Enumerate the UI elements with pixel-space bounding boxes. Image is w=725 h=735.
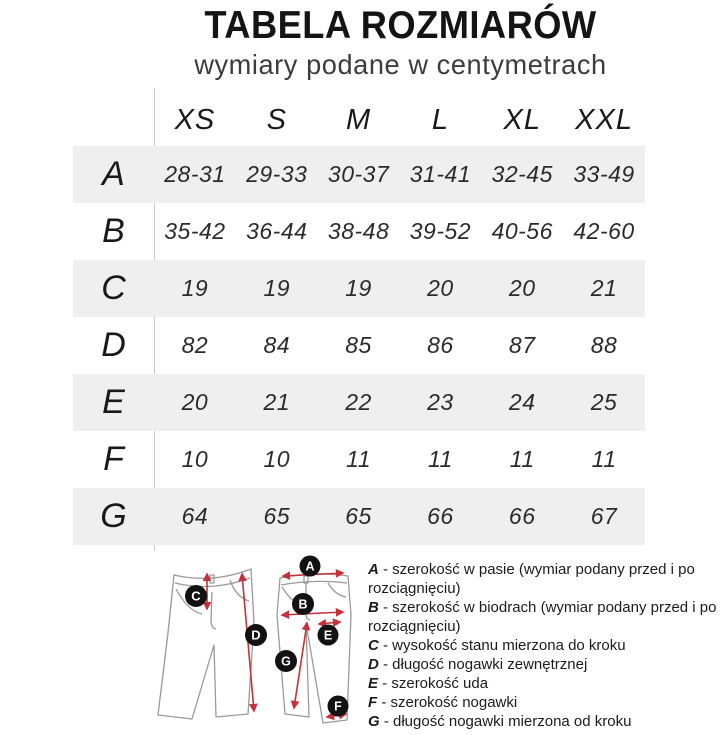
size-value: 36-44 xyxy=(246,218,308,244)
measure-arrows-left xyxy=(207,574,254,711)
page-subtitle: wymiary podane w centymetrach xyxy=(194,49,607,80)
row-label: A xyxy=(102,155,125,193)
legend-item: F - szerokość nogawki xyxy=(368,694,518,711)
legend-item: D - długość nogawki zewnętrznej xyxy=(368,656,588,673)
size-column-header: M xyxy=(345,104,372,136)
row-label: G xyxy=(100,497,127,535)
size-value: 10 xyxy=(263,446,291,472)
size-value: 82 xyxy=(181,332,209,358)
pants-measurement-diagram xyxy=(130,553,370,735)
size-value: 10 xyxy=(181,446,209,472)
page-title: TABELA ROZMIARÓW xyxy=(204,4,597,47)
legend-letter: B xyxy=(368,599,379,616)
row-label: F xyxy=(103,440,124,478)
size-value: 25 xyxy=(590,389,618,415)
measure-badges-right xyxy=(275,556,349,717)
badge-g-letter: G xyxy=(281,654,291,669)
measure-badges-left xyxy=(185,585,267,646)
badge-b-letter: B xyxy=(298,597,308,612)
badge-f-letter: F xyxy=(334,699,342,714)
legend-letter: C xyxy=(368,637,379,654)
size-value: 84 xyxy=(263,332,291,358)
size-column-header: XL xyxy=(503,104,541,136)
size-value: 65 xyxy=(263,503,291,529)
size-value: 19 xyxy=(181,275,209,301)
page-header xyxy=(38,4,725,81)
size-value: 22 xyxy=(345,389,372,415)
badge-e-letter: E xyxy=(323,628,333,643)
size-value: 65 xyxy=(345,503,372,529)
row-label: B xyxy=(102,212,125,250)
size-value: 11 xyxy=(509,446,535,472)
badge-c-letter: C xyxy=(191,588,201,604)
row-label: E xyxy=(102,383,125,421)
size-value: 64 xyxy=(181,503,209,529)
table-row xyxy=(73,317,645,374)
measurement-legend xyxy=(368,560,720,731)
row-label: C xyxy=(101,269,126,307)
size-value: 19 xyxy=(263,275,291,301)
size-value: 42-60 xyxy=(573,218,635,244)
table-row xyxy=(73,260,645,317)
size-value: 28-31 xyxy=(164,161,226,187)
size-value: 66 xyxy=(427,503,454,529)
badge-a-letter: A xyxy=(305,559,315,574)
size-value: 67 xyxy=(590,503,618,529)
size-column-header: XXL xyxy=(575,104,633,136)
size-value: 39-52 xyxy=(409,218,472,244)
size-table-body xyxy=(73,146,645,545)
legend-item: E - szerokość uda xyxy=(368,675,489,692)
size-value: 40-56 xyxy=(491,218,553,244)
measure-arrows-right xyxy=(282,573,346,717)
size-value: 38-48 xyxy=(327,218,390,244)
table-row xyxy=(73,374,645,431)
legend-letter: E xyxy=(368,675,379,692)
badge-d-letter: D xyxy=(251,627,261,643)
size-value: 20 xyxy=(181,389,209,415)
size-value: 88 xyxy=(590,332,618,358)
legend-item: A - szerokość w pasie (wymiar podany przed i po rozciągnięciu) xyxy=(368,561,695,597)
size-column-header: S xyxy=(266,104,287,136)
size-value: 11 xyxy=(427,446,453,472)
size-value: 11 xyxy=(346,446,372,472)
legend-letter: F xyxy=(368,694,378,711)
size-table-header xyxy=(73,95,645,146)
size-value: 30-37 xyxy=(327,161,390,187)
legend-item: G - długość nogawki mierzona od kroku xyxy=(368,713,632,730)
legend-letter: D xyxy=(368,656,379,673)
size-value: 87 xyxy=(508,332,536,358)
size-value: 35-42 xyxy=(164,218,226,244)
size-table xyxy=(73,95,645,545)
legend-item: B - szerokość w biodrach (wymiar podany przed i po rozciągnięciu) xyxy=(368,599,717,635)
size-value: 85 xyxy=(345,332,372,358)
size-value: 31-41 xyxy=(409,161,472,187)
size-value: 20 xyxy=(508,275,536,301)
size-column-header: L xyxy=(431,104,449,136)
size-value: 19 xyxy=(345,275,372,301)
legend-item: C - wysokość stanu mierzona do kroku xyxy=(368,637,626,654)
size-value: 23 xyxy=(427,389,454,415)
size-value: 86 xyxy=(427,332,454,358)
size-value: 32-45 xyxy=(491,161,553,187)
table-row xyxy=(73,146,645,203)
legend-letter: A xyxy=(368,561,379,578)
size-value: 11 xyxy=(591,446,617,472)
size-value: 21 xyxy=(590,275,618,301)
size-value: 24 xyxy=(508,389,536,415)
row-label: D xyxy=(101,326,126,364)
size-value: 29-33 xyxy=(246,161,308,187)
size-column-header: XS xyxy=(174,104,216,136)
size-value: 20 xyxy=(427,275,454,301)
size-value: 21 xyxy=(263,389,291,415)
size-value: 33-49 xyxy=(573,161,635,187)
table-row xyxy=(73,203,645,260)
table-row xyxy=(73,488,645,545)
legend-letter: G xyxy=(368,713,380,730)
size-value: 66 xyxy=(508,503,536,529)
table-row xyxy=(73,431,645,488)
